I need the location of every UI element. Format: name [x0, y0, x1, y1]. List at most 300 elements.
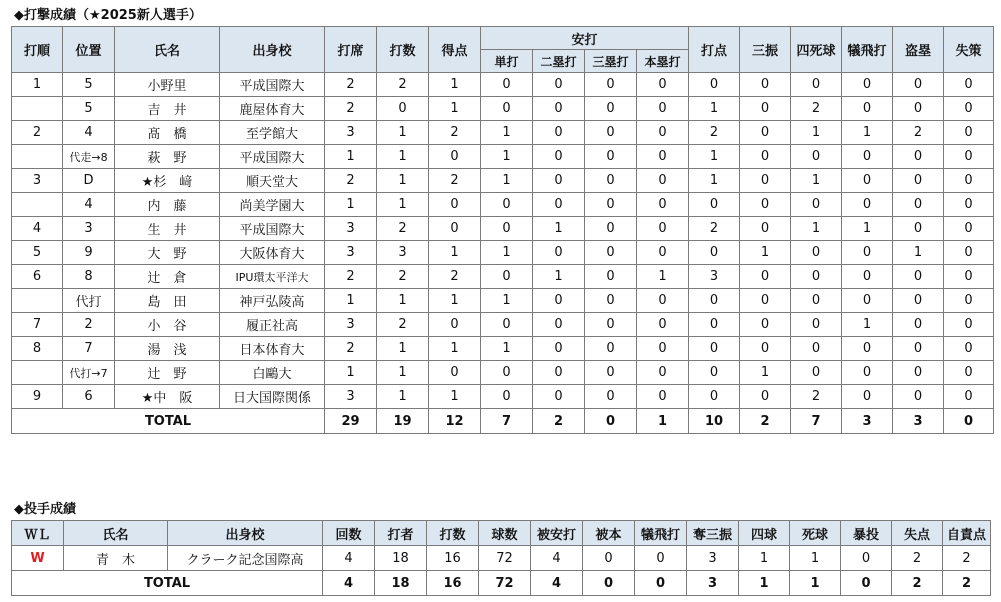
- stat-cell: 18: [375, 546, 427, 571]
- stat-cell: 0: [585, 313, 637, 337]
- pitcher-row: [12, 546, 991, 571]
- total-cell: 0: [635, 571, 687, 596]
- stat-cell: 0: [893, 97, 944, 121]
- total-cell: 2: [943, 571, 991, 596]
- win-loss-cell: W: [12, 546, 64, 571]
- header-pitcher-school: 出身校: [168, 521, 323, 546]
- stat-cell: 0: [637, 193, 689, 217]
- stat-cell: 1: [481, 169, 533, 193]
- header-runs-allowed: 失点: [892, 521, 943, 546]
- stat-cell: 0: [842, 385, 893, 409]
- stat-cell: 0: [637, 241, 689, 265]
- header-single: 単打: [481, 50, 533, 73]
- stat-cell: 1: [689, 97, 740, 121]
- order-cell: 4: [12, 217, 63, 241]
- header-hr-allowed: 被本: [583, 521, 635, 546]
- stat-cell: 1: [790, 546, 841, 571]
- stat-cell: 0: [893, 217, 944, 241]
- school-cell: 順天堂大: [220, 169, 325, 193]
- stat-cell: 0: [944, 121, 994, 145]
- stat-cell: 0: [740, 217, 791, 241]
- stat-cell: 0: [585, 217, 637, 241]
- stat-cell: 0: [842, 73, 893, 97]
- batter-row: [12, 73, 994, 97]
- stat-cell: 0: [637, 169, 689, 193]
- header-sacrifice: 犠飛打: [842, 27, 893, 73]
- stat-cell: 0: [740, 289, 791, 313]
- stat-cell: 0: [893, 73, 944, 97]
- stat-cell: 0: [533, 169, 585, 193]
- stat-cell: 0: [585, 97, 637, 121]
- school-cell: 平成国際大: [220, 73, 325, 97]
- name-cell: 髙 橋: [115, 121, 220, 145]
- name-cell: 萩 野: [115, 145, 220, 169]
- batter-row: [12, 145, 994, 169]
- batting-section-title: ◆打撃成績（★2025新人選手）: [14, 8, 202, 23]
- total-cell: 29: [325, 409, 377, 434]
- header-hits-group: 安打: [481, 27, 689, 50]
- header-strikeouts: 奪三振: [687, 521, 739, 546]
- stat-cell: 0: [791, 241, 842, 265]
- stat-cell: 1: [533, 265, 585, 289]
- stat-cell: 0: [533, 289, 585, 313]
- stat-cell: 0: [481, 361, 533, 385]
- order-cell: 8: [12, 337, 63, 361]
- header-walks: 四球: [739, 521, 790, 546]
- pitcher-school-cell: クラーク記念国際高: [168, 546, 323, 571]
- stat-cell: 0: [533, 241, 585, 265]
- header-strikeouts: 三振: [740, 27, 791, 73]
- stat-cell: 0: [637, 145, 689, 169]
- stat-cell: 1: [429, 337, 481, 361]
- position-cell: 代走→8: [63, 145, 115, 169]
- stat-cell: 3: [325, 121, 377, 145]
- header-at-bats: 打数: [377, 27, 429, 73]
- stat-cell: 0: [429, 193, 481, 217]
- stat-cell: 0: [533, 121, 585, 145]
- stat-cell: 1: [377, 289, 429, 313]
- stat-cell: 0: [585, 193, 637, 217]
- stat-cell: 2: [429, 265, 481, 289]
- position-cell: 代打: [63, 289, 115, 313]
- header-home-run: 本塁打: [637, 50, 689, 73]
- stat-cell: 1: [740, 241, 791, 265]
- school-cell: 日大国際関係: [220, 385, 325, 409]
- position-cell: 9: [63, 241, 115, 265]
- stat-cell: 0: [429, 217, 481, 241]
- stat-cell: 1: [637, 265, 689, 289]
- school-cell: 神戸弘陵高: [220, 289, 325, 313]
- header-plate-appearances: 打席: [325, 27, 377, 73]
- total-cell: 2: [533, 409, 585, 434]
- stat-cell: 0: [791, 337, 842, 361]
- stat-cell: 0: [842, 169, 893, 193]
- stat-cell: 3: [325, 217, 377, 241]
- header-pitch-count: 球数: [479, 521, 531, 546]
- stat-cell: 1: [325, 361, 377, 385]
- stat-cell: 72: [479, 546, 531, 571]
- name-cell: 小野里: [115, 73, 220, 97]
- school-cell: 鹿屋体育大: [220, 97, 325, 121]
- stat-cell: 0: [893, 169, 944, 193]
- stat-cell: 1: [740, 361, 791, 385]
- stat-cell: 3: [325, 313, 377, 337]
- total-cell: 0: [841, 571, 892, 596]
- school-cell: 平成国際大: [220, 217, 325, 241]
- stat-cell: 1: [429, 385, 481, 409]
- total-cell: 4: [531, 571, 583, 596]
- total-label: TOTAL: [12, 571, 323, 596]
- position-cell: 2: [63, 313, 115, 337]
- stat-cell: 0: [689, 361, 740, 385]
- stat-cell: 2: [377, 217, 429, 241]
- stat-cell: 1: [689, 169, 740, 193]
- order-cell: [12, 97, 63, 121]
- stat-cell: 0: [842, 265, 893, 289]
- stat-cell: 2: [892, 546, 943, 571]
- stat-cell: 1: [689, 145, 740, 169]
- name-cell: 島 田: [115, 289, 220, 313]
- stat-cell: 0: [740, 193, 791, 217]
- stat-cell: 1: [481, 241, 533, 265]
- stat-cell: 0: [944, 337, 994, 361]
- header-walks-hbp: 四死球: [791, 27, 842, 73]
- stat-cell: 2: [325, 73, 377, 97]
- header-school: 出身校: [220, 27, 325, 73]
- total-cell: 2: [892, 571, 943, 596]
- stat-cell: 1: [377, 385, 429, 409]
- stat-cell: 0: [585, 289, 637, 313]
- stat-cell: 0: [842, 337, 893, 361]
- stat-cell: 1: [842, 121, 893, 145]
- stat-cell: 0: [689, 313, 740, 337]
- stat-cell: 1: [325, 145, 377, 169]
- pitcher-name-cell: 青 木: [64, 546, 168, 571]
- stat-cell: 0: [944, 169, 994, 193]
- stat-cell: 0: [635, 546, 687, 571]
- stat-cell: 0: [533, 73, 585, 97]
- stat-cell: 1: [481, 337, 533, 361]
- stat-cell: 1: [377, 193, 429, 217]
- stat-cell: 0: [429, 313, 481, 337]
- stat-cell: 0: [893, 361, 944, 385]
- stat-cell: 0: [740, 313, 791, 337]
- stat-cell: 0: [893, 385, 944, 409]
- school-cell: 平成国際大: [220, 145, 325, 169]
- position-cell: 代打→7: [63, 361, 115, 385]
- stat-cell: 4: [531, 546, 583, 571]
- stat-cell: 2: [325, 169, 377, 193]
- position-cell: 4: [63, 121, 115, 145]
- batter-row: [12, 361, 994, 385]
- school-cell: 大阪体育大: [220, 241, 325, 265]
- position-cell: 7: [63, 337, 115, 361]
- name-cell: 辻 野: [115, 361, 220, 385]
- stat-cell: 0: [637, 121, 689, 145]
- stat-cell: 0: [893, 337, 944, 361]
- stat-cell: 16: [427, 546, 479, 571]
- name-cell: 内 藤: [115, 193, 220, 217]
- name-cell: 辻 倉: [115, 265, 220, 289]
- batter-row: [12, 217, 994, 241]
- stat-cell: 1: [481, 145, 533, 169]
- stat-cell: 0: [944, 193, 994, 217]
- batter-row: [12, 337, 994, 361]
- header-triple: 三塁打: [585, 50, 637, 73]
- name-cell: ★杉 﨑: [115, 169, 220, 193]
- stat-cell: 3: [689, 265, 740, 289]
- stat-cell: 0: [637, 337, 689, 361]
- stat-cell: 0: [533, 313, 585, 337]
- stat-cell: 1: [325, 289, 377, 313]
- stat-cell: 0: [842, 97, 893, 121]
- header-earned-runs: 自責点: [943, 521, 991, 546]
- stat-cell: 0: [893, 265, 944, 289]
- stat-cell: 1: [893, 241, 944, 265]
- stat-cell: 0: [740, 265, 791, 289]
- stat-cell: 0: [944, 265, 994, 289]
- stat-cell: 0: [583, 546, 635, 571]
- stat-cell: 3: [687, 546, 739, 571]
- order-cell: [12, 289, 63, 313]
- stat-cell: 0: [842, 145, 893, 169]
- school-cell: IPU環太平洋大: [220, 265, 325, 289]
- stat-cell: 0: [689, 241, 740, 265]
- stat-cell: 0: [637, 385, 689, 409]
- stat-cell: 1: [842, 313, 893, 337]
- stat-cell: 1: [533, 217, 585, 241]
- stat-cell: 0: [944, 145, 994, 169]
- stat-cell: 0: [791, 73, 842, 97]
- total-cell: 0: [585, 409, 637, 434]
- total-cell: 1: [637, 409, 689, 434]
- stat-cell: 2: [325, 97, 377, 121]
- header-wild-pitch: 暴投: [841, 521, 892, 546]
- stat-cell: 1: [429, 289, 481, 313]
- stat-cell: 0: [637, 217, 689, 241]
- stat-cell: 0: [585, 265, 637, 289]
- stat-cell: 0: [585, 385, 637, 409]
- total-cell: 7: [481, 409, 533, 434]
- stat-cell: 2: [377, 73, 429, 97]
- batting-total-row: [12, 409, 994, 434]
- total-cell: 16: [427, 571, 479, 596]
- stat-cell: 0: [740, 145, 791, 169]
- pitching-section-title: ◆投手成績: [14, 502, 76, 517]
- total-cell: 3: [842, 409, 893, 434]
- batter-row: [12, 169, 994, 193]
- stat-cell: 0: [740, 385, 791, 409]
- stat-cell: 0: [585, 169, 637, 193]
- stat-cell: 0: [481, 217, 533, 241]
- header-win-loss: ＷＬ: [12, 521, 64, 546]
- stat-cell: 0: [689, 289, 740, 313]
- stat-cell: 0: [893, 193, 944, 217]
- stat-cell: 1: [739, 546, 790, 571]
- total-cell: 2: [740, 409, 791, 434]
- stat-cell: 0: [740, 121, 791, 145]
- stat-cell: 0: [637, 73, 689, 97]
- stat-cell: 2: [791, 385, 842, 409]
- stat-cell: 0: [740, 97, 791, 121]
- order-cell: 9: [12, 385, 63, 409]
- batting-stats-table: [11, 26, 994, 434]
- stat-cell: 1: [377, 169, 429, 193]
- header-name: 氏名: [115, 27, 220, 73]
- stat-cell: 2: [689, 217, 740, 241]
- stat-cell: 0: [791, 265, 842, 289]
- pitching-stats-table: [11, 520, 991, 596]
- school-cell: 尚美学園大: [220, 193, 325, 217]
- stat-cell: 0: [944, 97, 994, 121]
- stat-cell: 0: [944, 313, 994, 337]
- stat-cell: 0: [842, 289, 893, 313]
- stat-cell: 2: [791, 97, 842, 121]
- total-label: TOTAL: [12, 409, 325, 434]
- total-cell: 12: [429, 409, 481, 434]
- stat-cell: 3: [377, 241, 429, 265]
- stat-cell: 1: [842, 217, 893, 241]
- batter-row: [12, 313, 994, 337]
- stat-cell: 0: [842, 193, 893, 217]
- stat-cell: 0: [533, 145, 585, 169]
- stat-cell: 0: [944, 361, 994, 385]
- total-cell: 72: [479, 571, 531, 596]
- stat-cell: 1: [377, 121, 429, 145]
- stat-cell: 0: [637, 289, 689, 313]
- stat-cell: 0: [842, 241, 893, 265]
- stat-cell: 3: [325, 241, 377, 265]
- stat-cell: 0: [585, 121, 637, 145]
- stat-cell: 0: [481, 97, 533, 121]
- stat-cell: 0: [533, 385, 585, 409]
- school-cell: 至学館大: [220, 121, 325, 145]
- header-rbi: 打点: [689, 27, 740, 73]
- total-cell: 3: [687, 571, 739, 596]
- name-cell: 生 井: [115, 217, 220, 241]
- school-cell: 白鷗大: [220, 361, 325, 385]
- stat-cell: 0: [481, 193, 533, 217]
- total-cell: 7: [791, 409, 842, 434]
- school-cell: 日本体育大: [220, 337, 325, 361]
- header-stolen-bases: 盗塁: [893, 27, 944, 73]
- stat-cell: 0: [689, 337, 740, 361]
- stat-cell: 0: [481, 313, 533, 337]
- total-cell: 10: [689, 409, 740, 434]
- stat-cell: 0: [429, 145, 481, 169]
- stat-cell: 0: [429, 361, 481, 385]
- stat-cell: 0: [585, 145, 637, 169]
- stat-cell: 2: [429, 121, 481, 145]
- position-cell: 5: [63, 97, 115, 121]
- stat-cell: 0: [842, 361, 893, 385]
- batter-row: [12, 289, 994, 313]
- total-cell: 0: [583, 571, 635, 596]
- pitching-total-row: [12, 571, 991, 596]
- header-hit-by-pitch: 死球: [790, 521, 841, 546]
- stat-cell: 2: [429, 169, 481, 193]
- stat-cell: 2: [893, 121, 944, 145]
- stat-cell: 0: [533, 337, 585, 361]
- stat-cell: 0: [377, 97, 429, 121]
- stat-cell: 0: [585, 241, 637, 265]
- stat-cell: 0: [481, 73, 533, 97]
- order-cell: 6: [12, 265, 63, 289]
- batter-row: [12, 193, 994, 217]
- stat-cell: 0: [791, 289, 842, 313]
- stat-cell: 0: [689, 193, 740, 217]
- header-double: 二塁打: [533, 50, 585, 73]
- header-order: 打順: [12, 27, 63, 73]
- stat-cell: 2: [325, 337, 377, 361]
- position-cell: 3: [63, 217, 115, 241]
- stat-cell: 0: [893, 313, 944, 337]
- stat-cell: 2: [689, 121, 740, 145]
- stat-cell: 0: [791, 145, 842, 169]
- stat-cell: 0: [637, 361, 689, 385]
- total-cell: 1: [790, 571, 841, 596]
- stat-cell: 0: [791, 313, 842, 337]
- stat-cell: 0: [944, 217, 994, 241]
- name-cell: 小 谷: [115, 313, 220, 337]
- total-cell: 4: [323, 571, 375, 596]
- total-cell: 18: [375, 571, 427, 596]
- stat-cell: 0: [791, 193, 842, 217]
- stat-cell: 0: [585, 361, 637, 385]
- order-cell: 5: [12, 241, 63, 265]
- stat-cell: 0: [585, 337, 637, 361]
- header-hits-allowed: 被安打: [531, 521, 583, 546]
- batter-row: [12, 97, 994, 121]
- header-at-bats: 打数: [427, 521, 479, 546]
- total-cell: 19: [377, 409, 429, 434]
- order-cell: 1: [12, 73, 63, 97]
- name-cell: 大 野: [115, 241, 220, 265]
- header-runs: 得点: [429, 27, 481, 73]
- stat-cell: 0: [893, 289, 944, 313]
- name-cell: 湯 浅: [115, 337, 220, 361]
- stat-cell: 0: [841, 546, 892, 571]
- stat-cell: 0: [689, 73, 740, 97]
- stat-cell: 0: [585, 73, 637, 97]
- stat-cell: 0: [944, 241, 994, 265]
- batter-row: [12, 241, 994, 265]
- stat-cell: 0: [689, 385, 740, 409]
- stat-cell: 1: [791, 217, 842, 241]
- total-cell: 3: [893, 409, 944, 434]
- header-batters-faced: 打者: [375, 521, 427, 546]
- stat-cell: 0: [944, 385, 994, 409]
- order-cell: [12, 145, 63, 169]
- position-cell: D: [63, 169, 115, 193]
- stat-cell: 0: [481, 385, 533, 409]
- stat-cell: 3: [325, 385, 377, 409]
- header-errors: 失策: [944, 27, 994, 73]
- total-cell: 0: [944, 409, 994, 434]
- stat-cell: 1: [791, 121, 842, 145]
- stat-cell: 1: [481, 289, 533, 313]
- stat-cell: 1: [377, 361, 429, 385]
- stat-cell: 1: [377, 337, 429, 361]
- batter-row: [12, 385, 994, 409]
- stat-cell: 0: [740, 337, 791, 361]
- order-cell: 3: [12, 169, 63, 193]
- position-cell: 6: [63, 385, 115, 409]
- header-innings: 回数: [323, 521, 375, 546]
- stat-cell: 0: [740, 169, 791, 193]
- order-cell: 7: [12, 313, 63, 337]
- name-cell: ★中 阪: [115, 385, 220, 409]
